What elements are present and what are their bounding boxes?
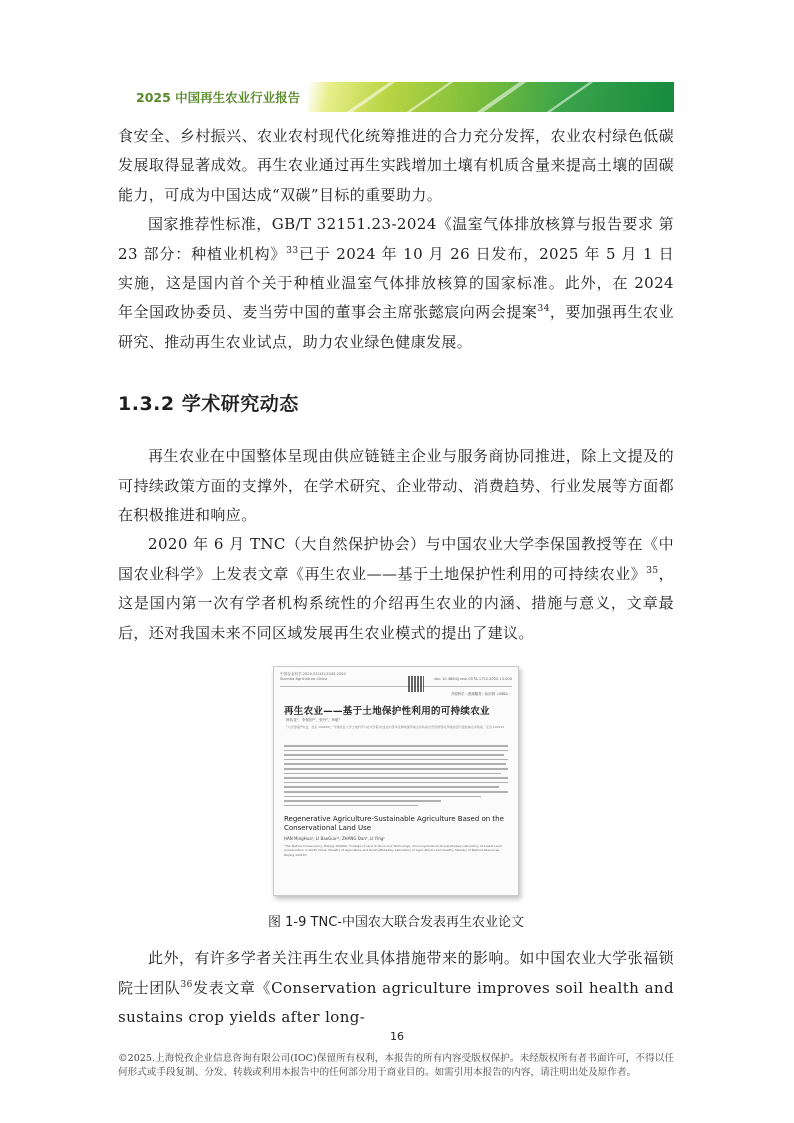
paragraph-text: 已于 2024 年 10 月 26 日发布，2025 年 5 月 1 日实施，这是国内首个关于种植业温室气体排放核算的国家标准。此外，在 2024 年全国政协委员、麦当劳中国的董事会主席张懿宸向两会提案 (118, 244, 675, 322)
osid-label: 开放科学（资源服务）标识码（OSID）： (451, 692, 512, 697)
page-number: 16 (390, 1030, 404, 1043)
paragraph-tnc-article (118, 530, 674, 648)
journal-doi: doi: 10.3864/j.issn.0578-1752.2020.13.004 (434, 677, 512, 682)
paper-chinese-affiliation: ¹大自然保护协会，北京 100600；²中国农业大学土地科学与技术学院/农业农村部华北耕地保育重点实验室/自然资源部农用地质量与监控重点实验室，北京 100193 (286, 725, 505, 730)
paper-english-title: Regenerative Agriculture-Sustainable Agriculture Based on the Conservational Land Use (284, 815, 504, 832)
paper-chinese-title: 再生农业——基于土地保护性利用的可持续农业 (284, 706, 490, 718)
journal-english-name: Scientia Agricultura Sinica (280, 676, 328, 681)
paper-thumbnail-figure (273, 666, 519, 896)
journal-name (280, 672, 346, 681)
paragraph-text: 国家推荐性标准，GB/T 32151.23-2024《温室气体排放核算与报告要求 第 23 部分：种植业机构》 (118, 215, 674, 263)
footnote-ref-35[interactable]: 35 (646, 565, 659, 576)
copyright-footer: ©2025.上海悦孜企业信息咨询有限公司(IOC)保留所有权利，本报告的所有内容受版权保护。未经版权所有者书面许可，不得以任何形式或手段复制、分发、转载或利用本报告中的任何部分用于商业目的。如需引用本报告的内容，请注明出处及原作者。 (118, 1053, 674, 1078)
paragraph-carbon: 食安全、乡村振兴、农业农村现代化统筹推进的合力充分发挥，农业农村绿色低碳发展取得显著成效。再生农业通过再生实践增加土壤有机质含量来提高土壤的固碳能力，可成为中国达成“双碳”目标的重要助力。 (118, 127, 674, 204)
journal-issue: 中国农业科学 2020,53(13):2543-2550 (280, 672, 346, 677)
header-decorative-band (308, 82, 674, 112)
paragraph-text: 2020 年 6 月 TNC（大自然保护协会）与中国农业大学李保国教授等在《中国农业科学》上发表文章《再生农业——基于土地保护性利用的可持续农业》 (118, 535, 674, 583)
paper-chinese-authors: 韩鸣花¹，李保国¹²，张丹³，李聪¹ (286, 718, 340, 723)
section-heading: 1.3.2 学术研究动态 (118, 393, 299, 416)
paragraph-text: 此外，有许多学者关注再生农业具体措施带来的影响。如中国农业大学张福锁院士团队 (118, 949, 674, 997)
page-header (0, 78, 794, 118)
report-title: 2025 中国再生农业行业报告 (136, 90, 301, 105)
paragraph-overview: 再生农业在中国整体呈现由供应链链主企业与服务商协同推进，除上文提及的可持续政策方面的支撑外，在学术研究、企业带动、消费趋势、行业发展等方面都在积极推进和响应。 (118, 447, 674, 525)
paragraph-other-studies (118, 944, 674, 1032)
paragraph-text: ，要加强再生农业研究、推动再生农业试点，助力农业绿色健康发展。 (118, 303, 674, 351)
footnote-ref-33[interactable]: 33 (286, 245, 299, 256)
main-content (118, 122, 674, 1032)
paragraph-national-standard (118, 210, 674, 357)
figure-caption: 图 1-9 TNC-中国农大联合发表再生农业论文 (268, 915, 524, 931)
paragraph-text: 发表文章《Conservation agriculture improves soil health and sustains crop yields after long- (118, 978, 674, 1026)
paper-abstract-block (284, 745, 508, 809)
paper-english-affiliation: ¹The Nature Conservancy, Beijing 100600; ²College of Land Science and Technology, China Agricultural University/Key Laboratory of Arable Land Conservation in North China, Ministry of Agriculture and Rural Affairs/Key Laboratory of Agricultural Land Quality, Ministry of Natural Resources, Beijing 100193 (284, 844, 502, 857)
paragraph-text: ，这是国内第一次有学者机构系统性的介绍再生农业的内涵、措施与意义，文章最后，还对我国未来不同区域发展再生农业模式的提出了建议。 (118, 564, 674, 642)
qr-code-icon (408, 676, 424, 692)
footnote-ref-34[interactable]: 34 (537, 304, 550, 315)
journal-header (280, 672, 512, 687)
footnote-ref-36[interactable]: 36 (180, 979, 193, 990)
paper-english-authors: HAN MingHua¹, LI BaoGuo¹², ZHANG Dan³, LI Ying¹ (284, 836, 385, 842)
